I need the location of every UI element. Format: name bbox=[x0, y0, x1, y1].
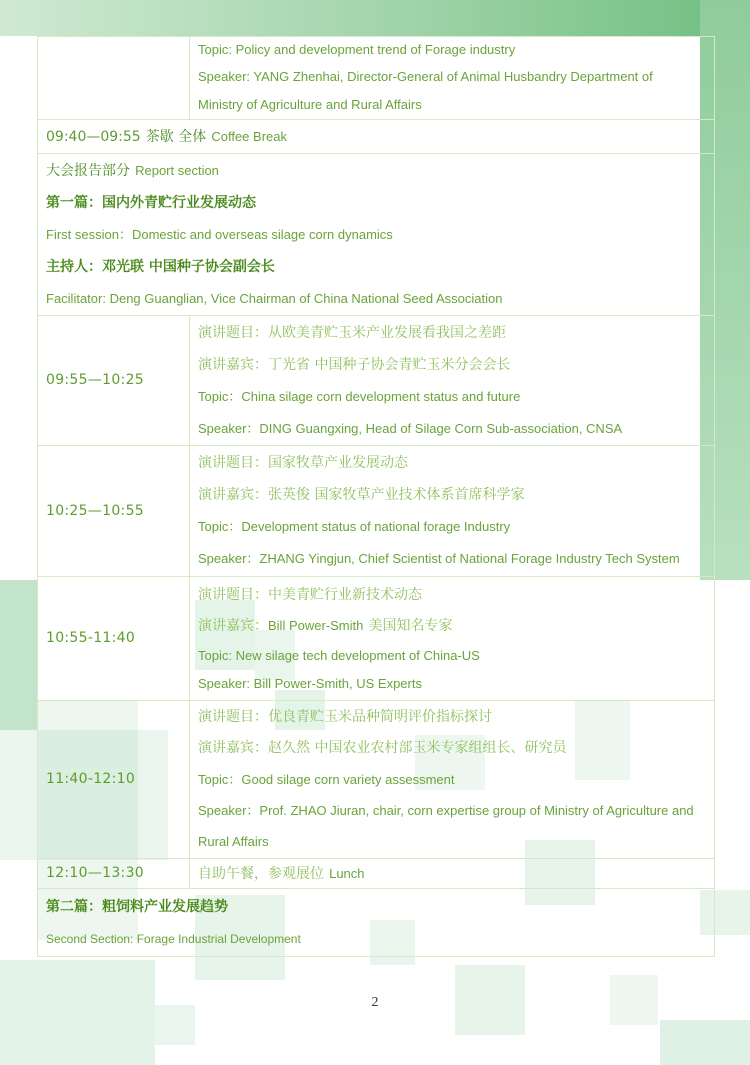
time-cell: 09:55—10:25 bbox=[38, 316, 190, 446]
time-cell: 10:55-11:40 bbox=[38, 577, 190, 701]
session-title-en: First session：Domestic and overseas silage corn dynamics bbox=[46, 227, 393, 242]
coffee-cn: 茶歇 全体 bbox=[145, 129, 207, 145]
page-number: 2 bbox=[371, 995, 379, 1010]
section2-title-en: Second Section: Forage Industrial Development bbox=[46, 931, 301, 946]
section2-cell bbox=[38, 889, 715, 957]
speaker-en: Speaker：Prof. ZHAO Jiuran, chair, corn expertise group of Ministry of Agriculture and bbox=[198, 803, 694, 818]
table-row bbox=[38, 37, 715, 120]
content-cell bbox=[190, 37, 715, 120]
decor-square bbox=[0, 580, 38, 730]
time-cell: 10:25—10:55 bbox=[38, 446, 190, 577]
speaker-en: Speaker：ZHANG Yingjun, Chief Scientist of National Forage Industry Tech System bbox=[198, 551, 680, 566]
report-title-en: Report section bbox=[135, 163, 219, 178]
time-cell: 12:10—13:30 bbox=[38, 859, 190, 889]
report-title-cn: 大会报告部分 bbox=[46, 163, 130, 179]
speaker-name: Bill Power-Smith bbox=[268, 618, 364, 633]
coffee-break-cell bbox=[38, 120, 715, 154]
decor-square bbox=[155, 1005, 195, 1045]
speaker-cn-suffix: 美国知名专家 bbox=[368, 618, 453, 634]
content-cell bbox=[190, 859, 715, 889]
speaker-en-cont: Ministry of Agriculture and Rural Affairs bbox=[198, 97, 422, 112]
lunch-en: Lunch bbox=[329, 866, 365, 881]
topic-en: Topic：Good silage corn variety assessment bbox=[198, 772, 455, 787]
decor-square bbox=[660, 1020, 750, 1065]
coffee-time: 09:40—09:55 bbox=[46, 129, 141, 145]
top-decor-band bbox=[0, 0, 750, 36]
report-section-cell bbox=[38, 154, 715, 316]
speaker-cn: 演讲嘉宾：张英俊 国家牧草产业技术体系首席科学家 bbox=[198, 487, 525, 503]
lunch-cn: 自助午餐，参观展位 bbox=[198, 866, 324, 882]
section2-title-cn: 第二篇：粗饲料产业发展趋势 bbox=[46, 898, 228, 915]
table-row bbox=[38, 446, 715, 577]
topic-en: Topic：Development status of national forage Industry bbox=[198, 519, 511, 534]
speaker-en: Speaker：DING Guangxing, Head of Silage Corn Sub-association, CNSA bbox=[198, 420, 623, 436]
schedule-table bbox=[37, 36, 715, 957]
time-cell bbox=[38, 37, 190, 120]
coffee-en: Coffee Break bbox=[211, 129, 287, 144]
content-cell bbox=[190, 701, 715, 859]
table-row bbox=[38, 154, 715, 316]
speaker-en-cont: Rural Affairs bbox=[198, 834, 269, 849]
table-row bbox=[38, 577, 715, 701]
speaker-cn-prefix: 演讲嘉宾： bbox=[198, 618, 268, 634]
time-cell: 11:40-12:10 bbox=[38, 701, 190, 859]
host-en: Facilitator: Deng Guanglian, Vice Chairman of China National Seed Association bbox=[46, 291, 503, 306]
speaker-en: Speaker: YANG Zhenhai, Director-General of Animal Husbandry Department of bbox=[198, 69, 653, 84]
speaker-en: Speaker: Bill Power-Smith, US Experts bbox=[198, 676, 422, 691]
content-cell bbox=[190, 446, 715, 577]
content-cell bbox=[190, 577, 715, 701]
topic-cn: 演讲题目：中美青贮行业新技术动态 bbox=[198, 587, 422, 603]
table-row bbox=[38, 701, 715, 859]
table-row bbox=[38, 120, 715, 154]
content-cell bbox=[190, 316, 715, 446]
topic-en: Topic: New silage tech development of China-US bbox=[198, 648, 480, 663]
speaker-cn: 演讲嘉宾：丁光省 中国种子协会青贮玉米分会会长 bbox=[198, 356, 511, 373]
topic-cn: 演讲题目：从欧美青贮玉米产业发展看我国之差距 bbox=[198, 324, 506, 341]
host-cn: 主持人：邓光联 中国种子协会副会长 bbox=[46, 259, 275, 275]
table-row bbox=[38, 859, 715, 889]
topic-cn: 演讲题目：国家牧草产业发展动态 bbox=[198, 455, 408, 471]
table-row bbox=[38, 889, 715, 957]
table-row bbox=[38, 316, 715, 446]
speaker-cn: 演讲嘉宾：赵久然 中国农业农村部玉米专家组组长、研究员 bbox=[198, 740, 567, 756]
topic-cn: 演讲题目：优良青贮玉米品种简明评价指标探讨 bbox=[198, 709, 492, 725]
topic-en: Topic：China silage corn development status and future bbox=[198, 388, 521, 404]
session-title-cn: 第一篇：国内外青贮行业发展动态 bbox=[46, 195, 256, 211]
decor-square bbox=[0, 960, 155, 1065]
topic-en: Topic: Policy and development trend of Forage industry bbox=[198, 42, 516, 57]
